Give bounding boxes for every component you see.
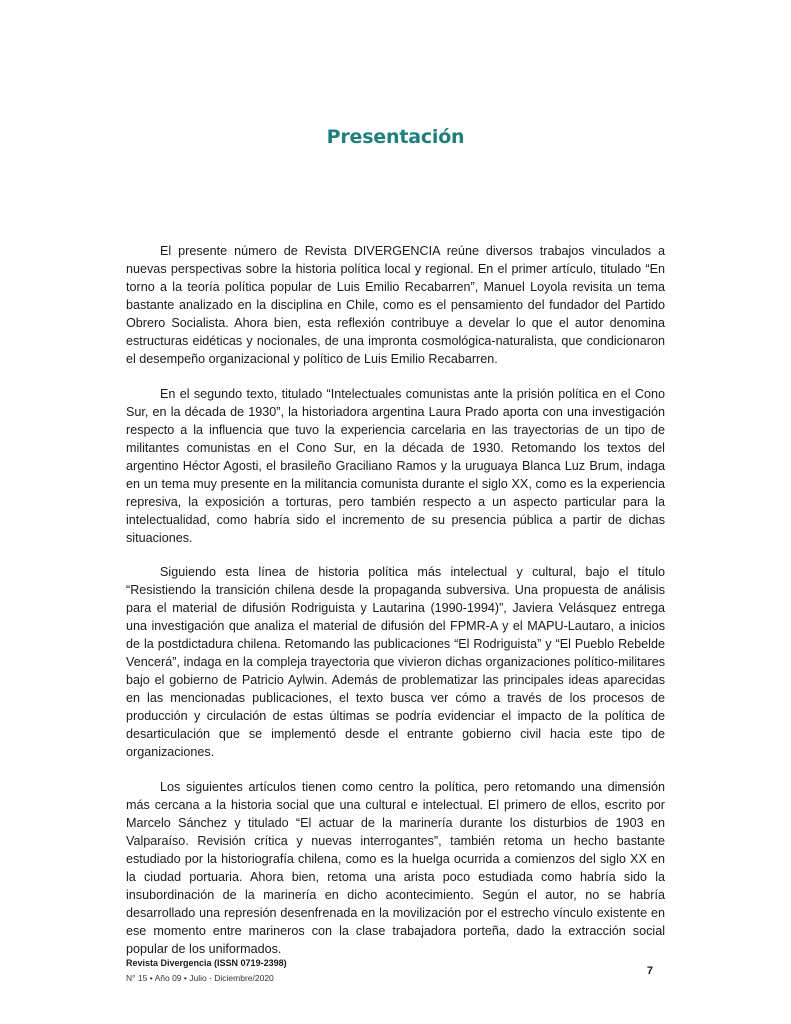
paragraph-1: El presente número de Revista DIVERGENCIA reúne diversos trabajos vinculados a nuevas perspectivas sobre la historia política local y regional. En el primer artículo, titulado “En torno a la teoría política popular de Luis Emilio Recabarren”, Manuel Loyola revisita un tema bastante analizado en la disciplina en Chile, como es el pensamiento del fundador del Partido Obrero Socialista. Ahora bien, esta reflexión contribuye a develar lo que el autor denomina estructuras eidéticas y nocionales, de una impronta cosmológica-naturalista, que condicionaron el desempeño organizacional y político de Luis Emilio Recabarren. [126,244,665,366]
page-number: 7 [646,965,653,977]
footer-journal-name: Revista Divergencia (ISSN 0719-2398) [126,958,287,968]
page-title: Presentación [326,126,465,148]
paragraph-4: Los siguientes artículos tienen como centro la política, pero retomando una dimensión más cercana a la historia social que una cultural e intelectual. El primero de ellos, escrito por Marcelo Sánchez y titulado “El actuar de la marinería durante los disturbios de 1903 en Valparaíso. Revisión crítica y nuevas interrogantes”, también retoma un hecho bastante estudiado por la historiografía chilena, como es la huelga ocurrida a comienzos del siglo XX en la ciudad portuaria. Ahora bien, retoma una arista poco estudiada como habría sido la insubordinación de la marinería en dicho acontecimiento. Según el autor, no se habría desarrollado una represión desenfrenada en la movilización por el estrecho vínculo existente en ese momento entre marineros con la clase trabajadora porteña, dado la extracción social popular de los uniformados. [126,779,665,956]
footer [126,957,287,985]
article-body [126,242,665,974]
paragraph-2: En el segundo texto, titulado “Intelectuales comunistas ante la prisión política en el Cono Sur, en la década de 1930”, la historiadora argentina Laura Prado aporta con una investigación respecto a la influencia que tuvo la experiencia carcelaria en las trayectorias de un tipo de militantes comunistas en el Cono Sur, en la década de 1930. Retomando los textos del argentino Héctor Agosti, el brasileño Graciliano Ramos y la uruguaya Blanca Luz Brum, indaga en un tema muy presente en la militancia comunista durante el siglo XX, como es la experiencia represiva, la exposición a torturas, pero también respecto a un aspecto particular para la intelectualidad, como habría sido el incremento de su presencia pública a partir de dichas situaciones. [126,386,665,545]
footer-issue-info: N° 15 • Año 09 • Julio - Diciembre/2020 [126,973,274,983]
paragraph-3: Siguiendo esta línea de historia política más intelectual y cultural, bajo el título “Resistiendo la transición chilena desde la propaganda subversiva. Una propuesta de análisis para el material de difusión Rodriguista y Lautarina (1990-1994)”, Javiera Velásquez entrega una investigación que analiza el material de difusión del FPMR-A y el MAPU-Lautaro, a inicios de la postdictadura chilena. Retomando las publicaciones “El Rodriguista” y “El Pueblo Rebelde Vencerá”, indaga en la compleja trayectoria que vivieron dichas organizaciones político-militares bajo el gobierno de Patricio Aylwin. Además de problematizar las principales ideas aparecidas en las mencionadas publicaciones, el texto busca ver cómo a través de los procesos de producción y circulación de estas últimas se podría evidenciar el impacto de la política de desarticulación que se implementó desde el entrante gobierno civil hacia este tipo de organizaciones. [126,565,665,759]
